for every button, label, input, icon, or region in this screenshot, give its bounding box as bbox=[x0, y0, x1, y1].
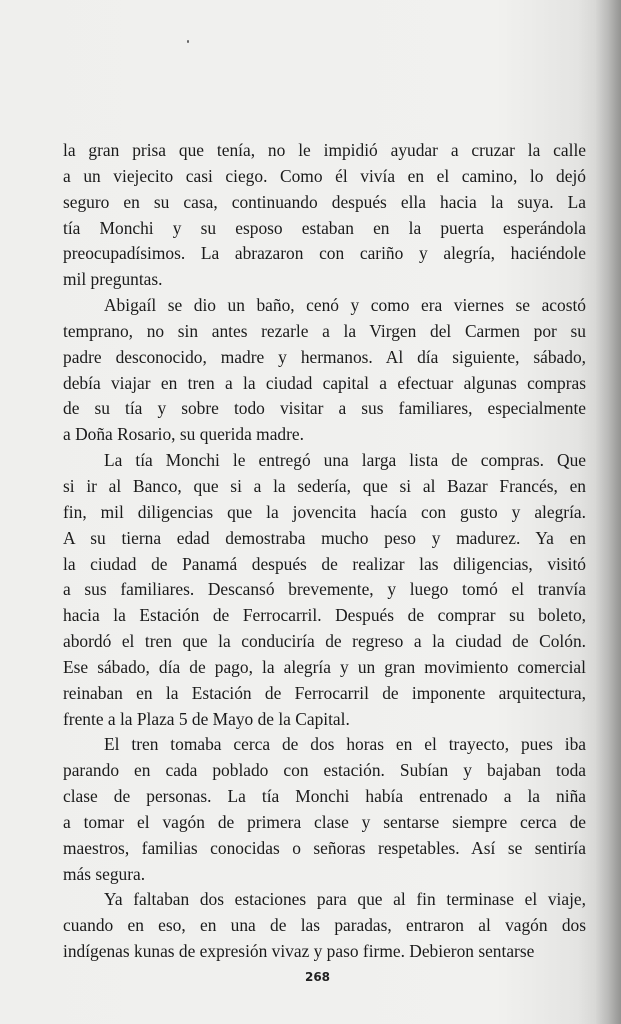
text-line: cuando en eso, en una de las paradas, entraron al vagón dos bbox=[63, 915, 586, 936]
text-line: La tía Monchi le entregó una larga lista de compras. Que bbox=[104, 450, 586, 471]
text-line: a un viejecito casi ciego. Como él vivía en el camino, lo dejó bbox=[63, 165, 586, 186]
text-line: clase de personas. La tía Monchi había entrenado a la niña bbox=[63, 786, 586, 807]
text-line: hacia la Estación de Ferrocarril. Después de comprar su boleto, bbox=[63, 605, 586, 626]
text-line: padre desconocido, madre y hermanos. Al día siguiente, sábado, bbox=[63, 346, 586, 367]
text-line: parando en cada poblado con estación. Subían y bajaban toda bbox=[63, 760, 586, 781]
text-line: Ya faltaban dos estaciones para que al fin terminase el viaje, bbox=[104, 889, 586, 910]
text-line: tía Monchi y su esposo estaban en la puerta esperándola bbox=[63, 217, 586, 238]
text-line: fin, mil diligencias que la jovencita hacía con gusto y alegría. bbox=[63, 501, 586, 522]
text-line: a tomar el vagón de primera clase y sentarse siempre cerca de bbox=[63, 811, 586, 832]
paragraph bbox=[63, 293, 586, 448]
text-line: El tren tomaba cerca de dos horas en el trayecto, pues iba bbox=[104, 734, 586, 755]
text-line: A su tierna edad demostraba mucho peso y madurez. Ya en bbox=[63, 527, 586, 548]
text-line: a sus familiares. Descansó brevemente, y luego tomó el tranvía bbox=[63, 579, 586, 600]
text-line: si ir al Banco, que si a la sedería, que si al Bazar Francés, en bbox=[63, 475, 586, 496]
paragraph bbox=[63, 448, 586, 732]
text-line: Ese sábado, día de pago, la alegría y un gran movimiento comercial bbox=[63, 656, 586, 677]
text-line: más segura. bbox=[63, 863, 146, 884]
text-line: Abigaíl se dio un baño, cenó y como era viernes se acostó bbox=[104, 295, 586, 316]
paragraph bbox=[63, 732, 586, 887]
text-line: temprano, no sin antes rezarle a la Virgen del Carmen por su bbox=[63, 320, 586, 341]
text-line: frente a la Plaza 5 de Mayo de la Capital. bbox=[63, 708, 350, 729]
text-line: abordó el tren que la conduciría de regreso a la ciudad de Colón. bbox=[63, 631, 586, 652]
paragraph bbox=[63, 138, 586, 293]
text-line: a Doña Rosario, su querida madre. bbox=[63, 424, 304, 445]
text-line: debía viajar en tren a la ciudad capital a efectuar algunas compras bbox=[63, 372, 586, 393]
page-number: 268 bbox=[304, 970, 331, 984]
text-line: indígenas kunas de expresión vivaz y paso firme. Debieron sentarse bbox=[63, 941, 535, 962]
paragraph bbox=[63, 887, 586, 965]
text-line: la ciudad de Panamá después de realizar las diligencias, visitó bbox=[63, 553, 586, 574]
text-line: seguro en su casa, continuando después ella hacia la suya. La bbox=[63, 191, 586, 212]
text-line: maestros, familias conocidas o señoras respetables. Así se sentiría bbox=[63, 837, 586, 858]
text-line: la gran prisa que tenía, no le impidió ayudar a cruzar la calle bbox=[63, 140, 586, 160]
body-text bbox=[63, 138, 586, 965]
paper-speck bbox=[187, 40, 189, 43]
text-line: preocupadísimos. La abrazaron con cariño y alegría, haciéndole bbox=[63, 243, 586, 264]
text-line: reinaban en la Estación de Ferrocarril de imponente arquitectura, bbox=[63, 682, 586, 703]
text-line: mil preguntas. bbox=[63, 269, 163, 290]
text-line: de su tía y sobre todo visitar a sus familiares, especialmente bbox=[63, 398, 586, 419]
binding-shadow bbox=[595, 0, 621, 1024]
